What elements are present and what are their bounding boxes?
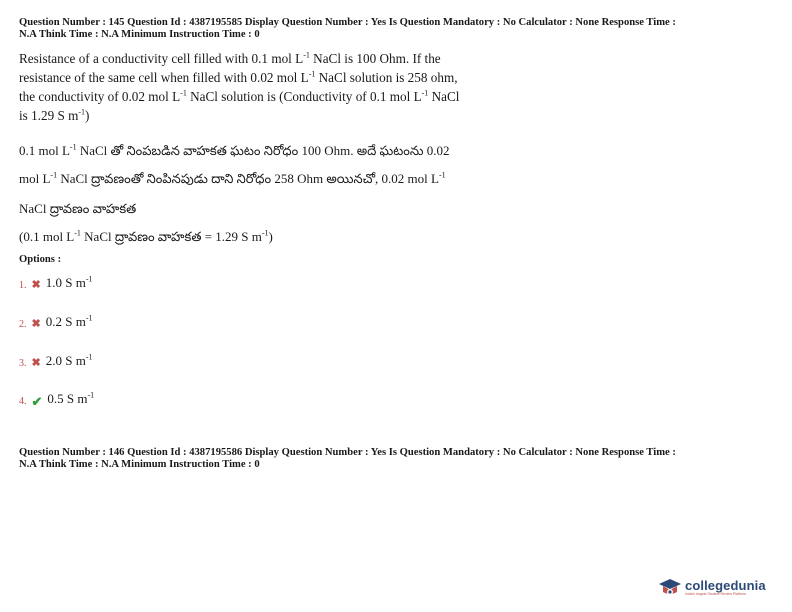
checkmark-icon: ✔	[31, 394, 43, 409]
option-4[interactable]	[19, 391, 94, 407]
option-number: 2.	[19, 319, 27, 330]
question-text-english	[19, 49, 549, 125]
question-line-1: Resistance of a conductivity cell filled with 0.1 mol $L^{-1}$ NaCl is 100 Ohm. If the	[19, 50, 441, 66]
collegedunia-logo	[658, 577, 766, 599]
telugu-line-2: mol $L^{-1}$ NaCl ద్రావణంతో నింపినపుడు దాని నిరోధం 258 Ohm అయినచో, 0.02 mol $L^{-1}$	[19, 170, 446, 186]
option-value: 2.0 S $m^{-1}$	[45, 352, 93, 368]
cross-icon: ✖	[31, 357, 41, 369]
options-label: Options :	[19, 254, 62, 265]
header-line-2: N.A Think Time : N.A Minimum Instruction Time : 0	[19, 459, 260, 470]
header-line-1: Question Number : 145 Question Id : 4387195585 Display Question Number : Yes Is Question Mandatory : No Calculator : None Response Time :	[19, 17, 676, 28]
option-value: 0.5 S $m^{-1}$	[47, 390, 95, 406]
option-number: 3.	[19, 358, 27, 369]
option-value: 1.0 S $m^{-1}$	[45, 274, 93, 290]
graduation-cap-icon	[658, 577, 682, 599]
question-line-4: is 1.29 S $m^{-1}$)	[19, 107, 90, 123]
option-value: 0.2 S $m^{-1}$	[45, 313, 93, 329]
logo-tagline: India's largest Student Review Platform	[685, 592, 746, 596]
telugu-line-3: NaCl ద్రావణం వాహకత	[19, 201, 137, 216]
logo-brand-text: collegedunia	[685, 578, 766, 593]
question-line-2: resistance of the same cell when filled with 0.02 mol $L^{-1}$ NaCl solution is 258 ohm,	[19, 69, 458, 85]
question-line-3: the conductivity of 0.02 mol $L^{-1}$ NaCl solution is (Conductivity of 0.1 mol $L^{-1}$ NaCl	[19, 88, 460, 104]
option-number: 4.	[19, 396, 27, 407]
cross-icon: ✖	[31, 279, 41, 291]
question-146-header	[19, 447, 779, 471]
option-3[interactable]	[19, 353, 92, 369]
cross-icon: ✖	[31, 318, 41, 330]
telugu-line-1: 0.1 mol $L^{-1}$ NaCl తో నింపబడిన వాహకత ఘటం నిరోధం 100 Ohm. అదే ఘటంను 0.02	[19, 142, 450, 158]
option-1[interactable]	[19, 275, 92, 291]
option-number: 1.	[19, 280, 27, 291]
header-line-2: N.A Think Time : N.A Minimum Instruction Time : 0	[19, 29, 260, 40]
telugu-line-4: (0.1 mol $L^{-1}$ NaCl ద్రావణం వాహకత = 1.29 S $m^{-1}$)	[19, 228, 273, 244]
option-2[interactable]	[19, 314, 92, 330]
header-line-1: Question Number : 146 Question Id : 4387195586 Display Question Number : Yes Is Question Mandatory : No Calculator : None Response Time :	[19, 447, 676, 458]
question-145-header	[19, 17, 779, 41]
